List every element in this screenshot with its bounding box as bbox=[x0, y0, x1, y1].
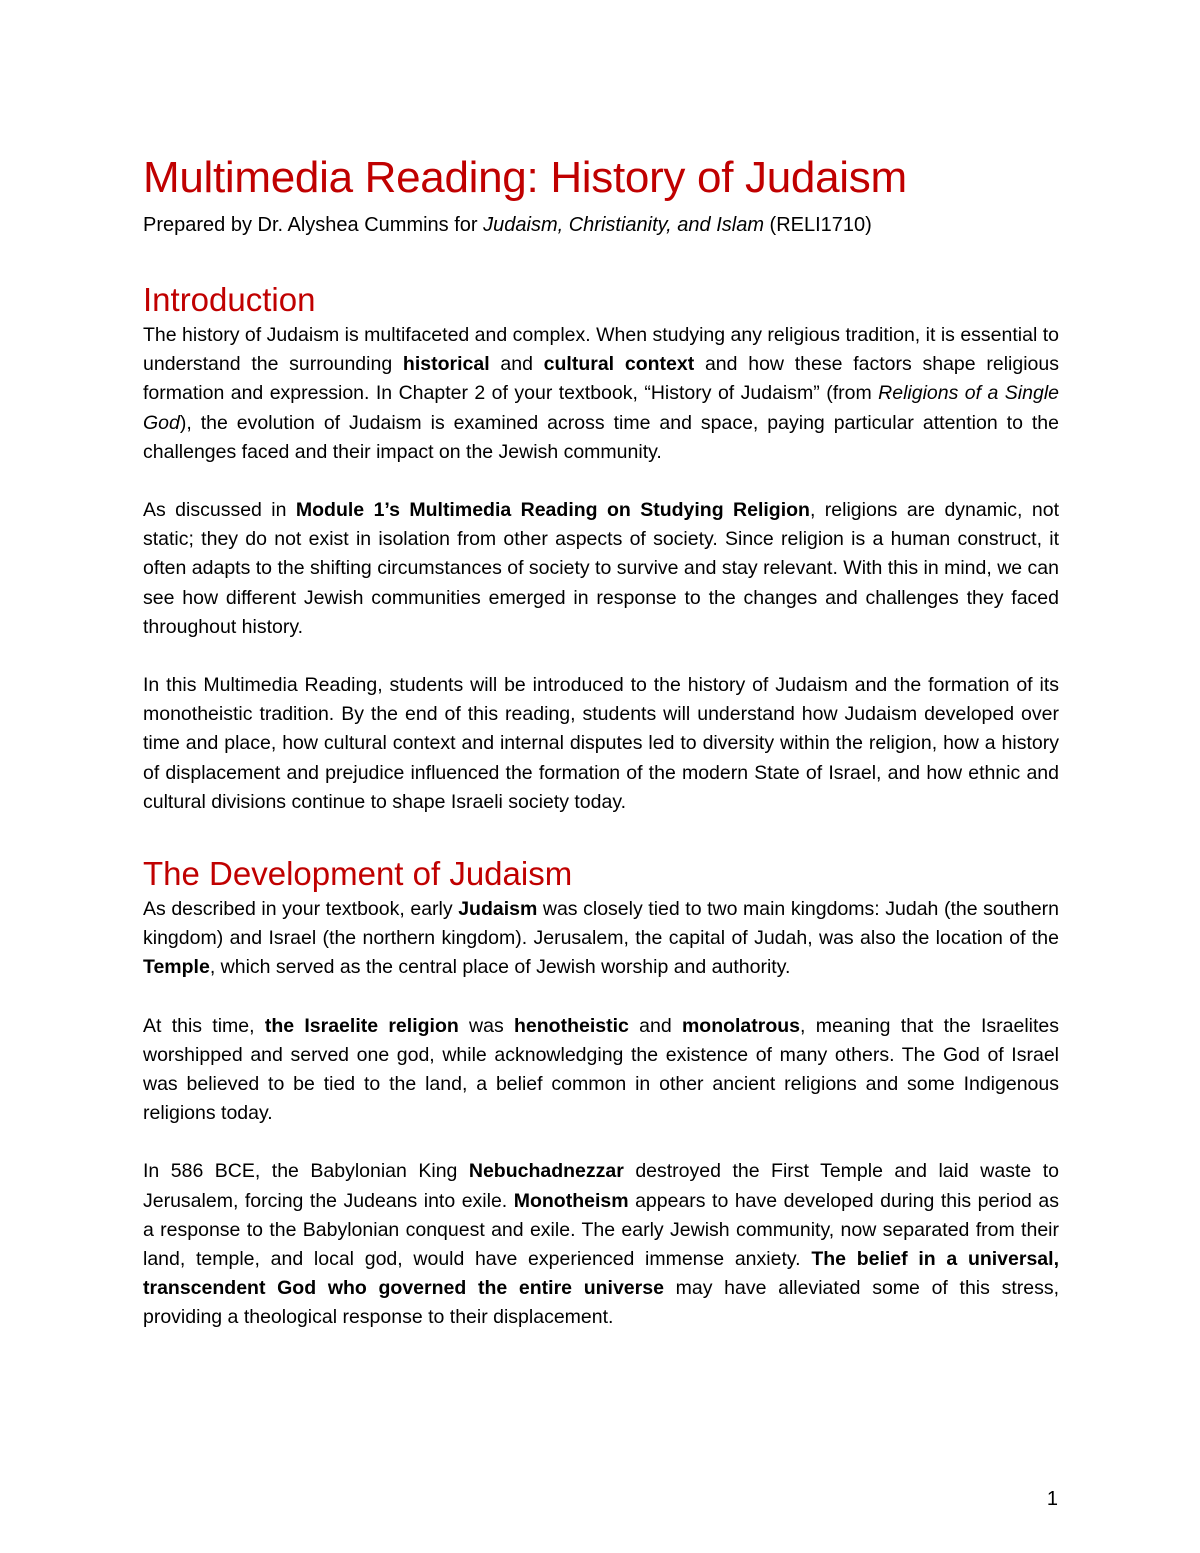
bold-text: Monotheism bbox=[513, 1189, 629, 1212]
document-subtitle bbox=[143, 210, 1059, 240]
paragraph bbox=[143, 1012, 1059, 1129]
bold-text: the Israelite religion bbox=[264, 1014, 459, 1037]
paragraph bbox=[143, 1157, 1059, 1332]
bold-text: The belief in a universal, transcendent God who governed the entire universe bbox=[143, 1248, 1059, 1300]
bold-text: Temple bbox=[143, 956, 210, 979]
page-number: 1 bbox=[1046, 1488, 1058, 1510]
course-code: (RELI1710) bbox=[763, 214, 872, 236]
text-run: , meaning that the Israelites worshipped and served one god, while acknowledging the existence of many others. The God of Israel was believed to be tied to the land, a belief common in other ancient religions and some Indigenous religions today. bbox=[143, 1014, 1059, 1125]
text-run: As described in your textbook, early bbox=[143, 898, 459, 921]
text-run: At this time, bbox=[143, 1014, 265, 1037]
paragraph bbox=[143, 895, 1059, 983]
text-run: ), the evolution of Judaism is examined across time and space, paying particular attention to the challenges faced and their impact on the Jewish community. bbox=[143, 411, 1059, 463]
text-run: In 586 BCE, the Babylonian King bbox=[143, 1160, 469, 1183]
document-body bbox=[143, 148, 1059, 1333]
bold-text: Judaism bbox=[458, 898, 538, 921]
section-heading-development: The Development of Judaism bbox=[143, 855, 573, 893]
text-run: The history of Judaism is multifaceted and complex. When studying any religious tradition, it is essential to understand the surrounding bbox=[143, 324, 1059, 376]
course-title: Judaism, Christianity, and Islam bbox=[483, 214, 764, 236]
bold-text: henotheistic bbox=[514, 1014, 629, 1037]
subtitle-prefix: Prepared by Dr. Alyshea Cummins for bbox=[143, 214, 484, 236]
bold-text: monolatrous bbox=[681, 1014, 801, 1037]
paragraph bbox=[143, 496, 1059, 642]
bold-text: cultural context bbox=[543, 353, 695, 376]
text-run: and how these factors shape religious formation and expression. In Chapter 2 of your textbook, “History of Judaism” (from bbox=[143, 353, 1059, 405]
text-run: may have alleviated some of this stress, providing a theological response to their displacement. bbox=[143, 1277, 1060, 1329]
text-run: appears to have developed during this period as a response to the Babylonian conquest and exile. The early Jewish community, now separated from their land, temple, and local god, would have experienced immense anxiety. bbox=[143, 1189, 1059, 1271]
paragraph bbox=[143, 321, 1059, 467]
text-run: , which served as the central place of Jewish worship and authority. bbox=[209, 956, 791, 979]
bold-text: Nebuchadnezzar bbox=[468, 1160, 624, 1183]
section-heading-introduction: Introduction bbox=[143, 281, 316, 318]
text-run: was closely tied to two main kingdoms: Judah (the southern kingdom) and Israel (the northern kingdom). Jerusalem, the capital of Judah, was also the location of the bbox=[143, 898, 1060, 950]
italic-text: Religions of a Single God bbox=[143, 382, 1059, 434]
bold-text: Module 1’s Multimedia Reading on Studying Religion bbox=[295, 499, 810, 522]
text-run: and bbox=[628, 1014, 682, 1037]
bold-text: historical bbox=[402, 353, 490, 376]
paragraph bbox=[143, 671, 1059, 817]
document-title: Multimedia Reading: History of Judaism bbox=[143, 153, 907, 202]
text-run: In this Multimedia Reading, students will be introduced to the history of Judaism and the formation of its monotheistic tradition. By the end of this reading, students will understand how Judaism developed over time and place, how cultural context and internal disputes led to diversity within the religion, how a history of displacement and prejudice influenced the formation of the modern State of Israel, and how ethnic and cultural divisions continue to shape Israeli society today. bbox=[143, 674, 1059, 813]
text-run: was bbox=[458, 1014, 514, 1037]
text-run: and bbox=[489, 353, 544, 376]
text-run: destroyed the First Temple and laid waste to Jerusalem, forcing the Judeans into exile. bbox=[143, 1160, 1059, 1212]
text-run: , religions are dynamic, not static; they do not exist in isolation from other aspects of society. Since religion is a human construct, it often adapts to the shifting circumstances of society to survive and stay relevant. With this in mind, we can see how different Jewish communities emerged in response to the changes and challenges they faced throughout history. bbox=[143, 499, 1060, 638]
text-run: As discussed in bbox=[143, 499, 296, 522]
